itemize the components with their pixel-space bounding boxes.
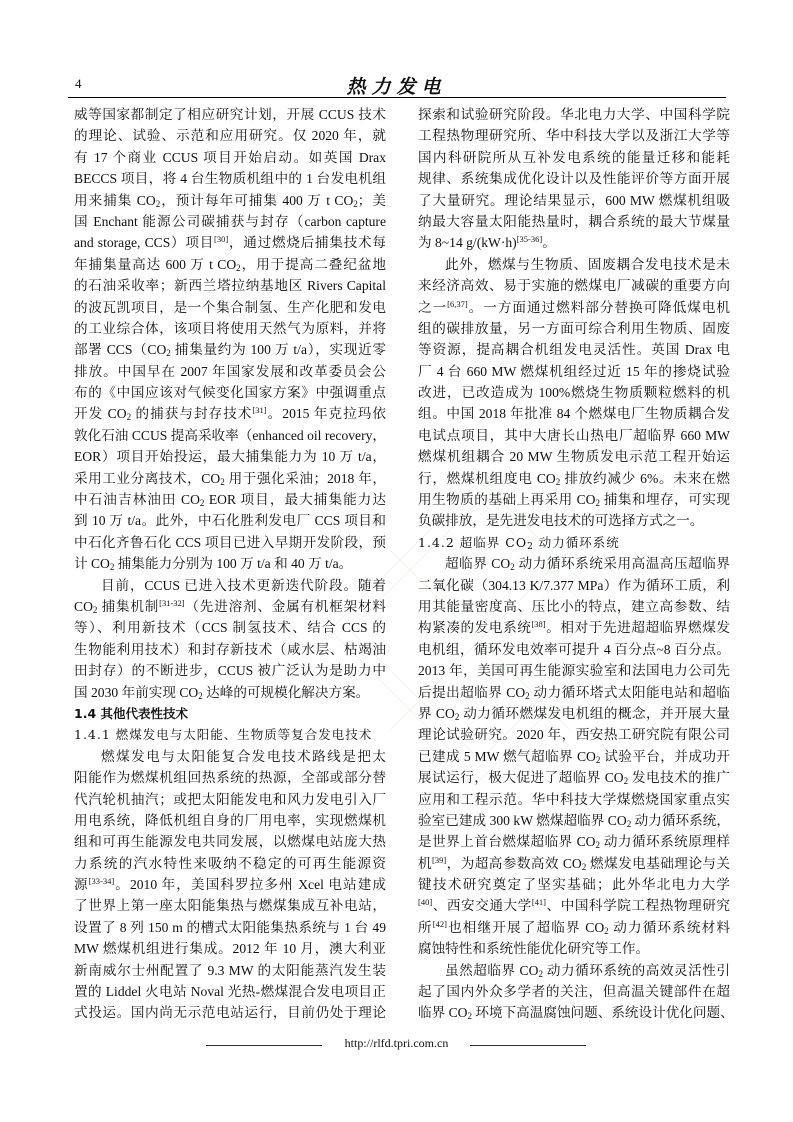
- text-run: （先进溶剂、金属有机框架材料: [184, 598, 387, 614]
- text-run: 此外，燃煤与生物质、固废耦合发电技术是未: [445, 256, 730, 272]
- subsection-heading: [418, 532, 730, 553]
- paragraph-line: [418, 682, 730, 703]
- text-run: 二氧化碳（304.13 K/7.377 MPa）作为循环工质，利: [418, 577, 730, 593]
- paragraph-line: [418, 724, 730, 745]
- text-run: 国 Enchant 能源公司碳捕获与封存（carbon capture: [74, 213, 386, 229]
- paragraph-line: [418, 190, 730, 211]
- text-run: 国内科研院所从互补发电系统的能量迁移和能耗: [418, 149, 730, 165]
- text-run: EOR）项目开始投运，最大捕集能力为 10 万 t/a，: [74, 449, 386, 465]
- subsection-heading: [74, 724, 386, 745]
- paragraph-line: [74, 275, 386, 296]
- text-run: 用其能量密度高、压比小的特点，建立高参数、结: [418, 598, 730, 614]
- text-run: 动力循环系统采用高温高压超临界: [514, 556, 730, 572]
- citation-ref: [42]: [432, 918, 447, 929]
- text-run: 行，燃煤机组度电 CO: [418, 470, 556, 486]
- paragraph-line: [74, 104, 386, 125]
- subscript: 2: [527, 541, 534, 552]
- paragraph-line: [418, 425, 730, 446]
- text-run: 厂 4 台 660 MW 燃煤机组经过近 15 年的掺烧试验: [418, 363, 730, 379]
- paragraph-line: [418, 874, 730, 895]
- subscript: 2: [604, 925, 609, 936]
- text-run: 组。中国 2018 年批准 84 个燃煤电厂生物质耦合发: [418, 406, 730, 422]
- paragraph-line: [74, 981, 386, 1002]
- right-column: [418, 104, 734, 1024]
- citation-ref: [31]: [252, 405, 267, 416]
- paragraph-line: [418, 767, 730, 788]
- paragraph-line: [74, 382, 386, 403]
- subscript: 2: [467, 1011, 472, 1022]
- text-run: 为 8~14 g/(kW·h): [418, 235, 517, 251]
- text-run: 等）、利用新技术（CCS 制氢技术、结合 CCS 的: [74, 620, 386, 636]
- text-run: 的工业综合体，该项目将使用天然气为原料，并将: [74, 320, 386, 336]
- text-run: 的捕获与封存技术: [131, 406, 253, 422]
- text-run: 用于强化采油；2018 年，: [224, 470, 386, 486]
- paragraph-line: [74, 468, 386, 489]
- text-run: 环境下高温腐蚀问题、系统设计优化问题、: [471, 1005, 734, 1021]
- text-run: 已建成 5 MW 燃气超临界 CO: [418, 748, 596, 764]
- text-run: 腐蚀特性和系统性能优化研究等工作。: [418, 941, 650, 957]
- paragraph-line: [418, 125, 730, 146]
- paragraph-line: [418, 339, 730, 360]
- text-run: 组和可再生能源发电共同发展，以燃煤电站庞大热: [74, 834, 386, 850]
- text-run: 发电技术的推广: [628, 770, 730, 786]
- paragraph-line: [418, 575, 730, 596]
- text-run: 了大量研究。理论结果显示，600 MW 燃煤机组吸: [418, 192, 730, 208]
- text-run: 。一方面通过燃料部分替换可降低煤电机: [467, 299, 731, 315]
- citation-ref: [41]: [531, 897, 546, 908]
- text-run: 工程热物理研究所、华中科技大学以及浙江大学等: [418, 128, 730, 144]
- subscript: 2: [109, 562, 115, 573]
- text-run: 田封存）的不断进步，CCUS 被广泛认为是助力中: [74, 663, 386, 679]
- subscript: 2: [236, 262, 241, 273]
- paragraph-line: [74, 789, 386, 810]
- citation-ref: [39]: [432, 854, 447, 865]
- subscript: 2: [525, 690, 530, 701]
- text-run: 部署 CCS（CO: [74, 342, 167, 358]
- paragraph-line: [74, 254, 386, 275]
- paragraph-line: [418, 318, 730, 339]
- paragraph-line: [418, 297, 730, 318]
- text-run: 等资源，提高耦合机组发电灵活性。英国 Drax 电: [418, 342, 730, 358]
- paragraph-line: [74, 318, 386, 339]
- paragraph-line: [418, 960, 730, 981]
- text-run: 验室已建成 300 kW 燃煤超临界 CO: [418, 812, 627, 828]
- text-run: 用电系统，降低机组自身的厂用电率，实现燃煤机: [74, 812, 386, 828]
- text-run: 所: [418, 919, 433, 935]
- paragraph-line: [418, 617, 730, 638]
- paragraph-line: [418, 211, 730, 232]
- paragraph-line: [418, 746, 730, 767]
- text-run: 改进，已改造成为 100%燃烧生物质颗粒燃料的机: [418, 385, 730, 401]
- text-run: 动力循环系统的高效灵活性引: [542, 962, 730, 978]
- paragraph-line: [74, 917, 386, 938]
- paragraph-line: [74, 403, 386, 424]
- paragraph-line: [74, 125, 386, 146]
- text-run: 1.4.1 燃煤发电与太阳能、生物质等复合发电技术: [74, 727, 373, 743]
- paragraph-line: [418, 403, 730, 424]
- paragraph-line: [418, 853, 730, 874]
- subscript: 2: [538, 968, 543, 979]
- footer-url[interactable]: http://rlfd.tpri.com.cn: [344, 1036, 449, 1050]
- text-run: 生物能利用技术）和封存新技术（咸水层、枯竭油: [74, 641, 386, 657]
- paragraph-line: [418, 789, 730, 810]
- subscript: 2: [581, 861, 587, 872]
- text-run: ，为超高参数高效 CO: [446, 855, 582, 871]
- text-run: 动力循环系统，: [631, 812, 730, 828]
- text-run: 、中国科学院工程热物理研究: [546, 898, 731, 914]
- text-run: 来经济高效、易于实施的燃煤电厂减碳的重要方向: [418, 278, 730, 294]
- text-run: 理论试验研究。2020 年，西安热工研究院有限公司: [418, 727, 730, 743]
- paragraph-line: [418, 831, 730, 852]
- subscript: 2: [595, 754, 601, 765]
- paragraph-line: [74, 1002, 386, 1023]
- citation-ref: [35-36]: [516, 234, 543, 245]
- subscript: 2: [595, 498, 600, 509]
- paragraph-line: [74, 553, 386, 574]
- text-run: 1.4 其他代表性技术: [74, 705, 188, 721]
- text-run: 敦化石油 CCUS 提高采收率（enhanced oil recovery，: [74, 427, 386, 443]
- paragraph-line: [418, 510, 730, 531]
- text-run: 负碳排放，是先进发电技术的可选择方式之一。: [418, 513, 704, 529]
- citation-ref: [38]: [531, 619, 546, 630]
- subscript: 2: [454, 711, 460, 722]
- text-run: ，用于提高二叠纪盆地: [240, 256, 386, 272]
- text-run: 的波瓦凯项目，是一个集合制氢、生产化肥和发电: [74, 299, 386, 315]
- paragraph-line: [418, 917, 730, 938]
- section-heading: [74, 703, 386, 724]
- text-run: 电机组，循环发电效率可提升 4 百分点~8 百分点。: [418, 641, 730, 657]
- paragraph-line: [74, 532, 386, 553]
- text-run: 威等国家都制定了相应研究计划，开展 CCUS 技术: [74, 107, 386, 122]
- text-run: 设置了 8 列 150 m 的槽式太阳能集热系统与 1 台 49: [74, 919, 386, 935]
- paragraph-line: [418, 810, 730, 831]
- text-run: 国 2030 年前实现 CO: [74, 684, 199, 700]
- text-run: 计 CO: [74, 556, 110, 572]
- text-run: 规律、系统集成优化设计以及性能评价等方面开展: [418, 171, 730, 187]
- text-run: 1.4.2 超临界 CO: [418, 534, 528, 550]
- paragraph-line: [74, 575, 386, 596]
- paragraph-line: [418, 254, 730, 275]
- paragraph-line: [418, 660, 730, 681]
- subscript: 2: [126, 412, 132, 423]
- subscript: 2: [623, 776, 629, 787]
- text-run: 试验平台，并成功开: [600, 748, 730, 764]
- text-run: 键技术研究奠定了坚实基础；此外华北电力大学: [418, 877, 730, 893]
- citation-ref: [33-34]: [88, 876, 115, 887]
- subscript: 2: [595, 840, 600, 851]
- text-run: 年捕集量高达 600 万 t CO: [74, 256, 237, 272]
- text-run: ，预计每年可捕集 400 万 t CO: [160, 192, 354, 208]
- text-run: ，通过燃烧后捕集技术每: [228, 235, 386, 251]
- paragraph-line: [418, 275, 730, 296]
- text-run: 新南威尔士州配置了 9.3 MW 的太阳能蒸汽发生装: [74, 962, 386, 978]
- text-run: 界 CO: [418, 705, 455, 721]
- text-run: 后提出超临界 CO: [418, 684, 526, 700]
- text-run: 、西安交通大学: [432, 898, 532, 914]
- text-run: 是世界上首台燃煤超临界 CO: [418, 834, 596, 850]
- page-number: 4: [75, 76, 82, 91]
- text-run: 采用工业分离技术，CO: [74, 470, 221, 486]
- text-run: 捕集机制: [97, 598, 160, 614]
- subscript: 2: [353, 198, 358, 209]
- text-run: 式投运。国内尚无示范电站运行，目前仍处于理论: [74, 1005, 386, 1021]
- paragraph-line: [74, 874, 386, 895]
- paragraph-line: [418, 703, 730, 724]
- text-run: 应用和工程示范。华中科技大学煤燃烧国家重点实: [418, 791, 730, 807]
- paragraph-line: [74, 746, 386, 767]
- paragraph-line: [418, 596, 730, 617]
- paragraph-line: [74, 361, 386, 382]
- subscript: 2: [555, 476, 561, 487]
- text-run: 展试运行，极大促进了超临界 CO: [418, 770, 624, 786]
- text-run: 排放约减少 6%。未来在燃: [560, 470, 730, 486]
- text-run: 布的《中国应该对气候变化国家方案》中强调重点: [74, 385, 386, 401]
- paragraph-line: [418, 168, 730, 189]
- text-run: 源: [74, 877, 89, 893]
- left-column: [74, 104, 386, 1024]
- text-run: 起了国内外众多学者的关注，但高温关键部件在超: [418, 984, 730, 1000]
- text-run: 组的碳排放量，另一方面可综合利用生物质、固废: [418, 320, 730, 336]
- subscript: 2: [155, 198, 161, 209]
- text-run: 燃煤机组耦合 20 MW 生物质发电示范工程开始运: [418, 449, 730, 465]
- paragraph-line: [418, 232, 730, 253]
- subscript: 2: [92, 604, 98, 615]
- text-run: 中石化齐鲁石化 CCS 项目已进入早期开发阶段，预: [74, 534, 386, 550]
- text-run: 用来捕集 CO: [74, 192, 156, 208]
- paragraph-line: [74, 147, 386, 168]
- text-run: 捕集和埋存，可实现: [599, 492, 730, 508]
- paragraph-line: [74, 489, 386, 510]
- paragraph-line: [418, 1002, 734, 1023]
- paragraph-line: [74, 960, 386, 981]
- paragraph-line: [74, 168, 386, 189]
- paragraph-line: [418, 553, 730, 574]
- paragraph-line: [74, 446, 386, 467]
- citation-ref: [40]: [418, 897, 433, 908]
- text-run: 捕集量约为 100 万 t/a），实现近零: [170, 342, 386, 358]
- text-run: 燃煤发电基础理论与关: [586, 855, 730, 871]
- text-run: 。: [542, 235, 556, 251]
- text-run: 2013 年，美国可再生能源实验室和法国电力公司先: [418, 663, 730, 679]
- text-run: 中石油吉林油田 CO: [74, 492, 200, 508]
- text-run: 置的 Liddel 火电站 Noval 光热-燃煤混合发电项目正: [74, 984, 386, 1000]
- text-run: 阳能作为燃煤机组回热系统的热源，全部或部分替: [74, 770, 386, 786]
- text-run: 代汽轮机抽汽；或把太阳能发电和风力发电引入厂: [74, 791, 386, 807]
- text-run: 纳最大容量太阳能热量时，耦合系统的最大节煤量: [418, 213, 730, 229]
- subscript: 2: [626, 818, 632, 829]
- paragraph-line: [74, 596, 386, 617]
- text-run: 超临界 CO: [445, 556, 511, 572]
- text-run: 捕集能力分别为 100 万 t/a 和 40 万 t/a。: [114, 556, 353, 572]
- text-run: 探索和试验研究阶段。华北电力大学、中国科学院: [418, 107, 730, 122]
- text-run: CO: [74, 598, 93, 614]
- paragraph-line: [418, 382, 730, 403]
- citation-ref: [30]: [214, 234, 229, 245]
- citation-ref: [31-32]: [159, 597, 185, 608]
- header-rule: [68, 97, 726, 98]
- paragraph-line: [74, 190, 386, 211]
- text-run: 动力循环塔式太阳能电站和超临: [529, 684, 730, 700]
- text-run: 有 17 个商业 CCUS 项目开始启动。如英国 Drax: [74, 149, 386, 165]
- paragraph-line: [74, 617, 386, 638]
- text-run: 燃煤发电与太阳能复合发电技术路线是把太: [101, 748, 386, 764]
- text-run: 动力循环系统材料: [608, 919, 730, 935]
- text-run: BECCS 项目，将 4 台生物质机组中的 1 台发电机组: [74, 171, 386, 187]
- text-run: 构紧凑的发电系统: [418, 620, 532, 636]
- paragraph-line: [74, 938, 386, 959]
- paragraph-line: [74, 810, 386, 831]
- text-run: 。2010 年，美国科罗拉多州 Xcel 电站建成: [114, 877, 387, 893]
- paragraph-line: [418, 446, 730, 467]
- text-run: 虽然超临界 CO: [445, 962, 539, 978]
- paragraph-line: [74, 660, 386, 681]
- paragraph-line: [418, 639, 730, 660]
- text-run: 机: [418, 855, 433, 871]
- paragraph-line: [74, 853, 386, 874]
- text-run: 临界 CO: [418, 1005, 468, 1021]
- paragraph-line: [418, 489, 730, 510]
- text-run: and storage, CCS）项目: [74, 235, 215, 251]
- paragraph-line: [418, 361, 730, 382]
- text-run: 也相继开展了超临界 CO: [446, 919, 605, 935]
- paragraph-line: [418, 981, 730, 1002]
- paragraph-line: [74, 297, 386, 318]
- paragraph-line: [74, 232, 386, 253]
- text-run: MW 燃煤机组进行集成。2012 年 10 月，澳大利亚: [74, 941, 386, 957]
- text-run: 。2015 年克拉玛依: [266, 406, 386, 422]
- text-run: 动力循环燃煤发电机组的概念，并开展大量: [459, 705, 730, 721]
- paragraph-line: [74, 211, 386, 232]
- paragraph-line: [74, 831, 386, 852]
- citation-ref: [6,37]: [447, 298, 468, 309]
- paragraph-line: [74, 682, 386, 703]
- paragraph-line: [74, 895, 386, 916]
- subscript: 2: [166, 348, 171, 359]
- paragraph-line: [418, 468, 730, 489]
- subscript: 2: [198, 690, 203, 701]
- subscript: 2: [199, 498, 205, 509]
- text-run: ；美: [357, 192, 386, 208]
- text-run: 力系统的汽水特性来吸纳不稳定的可再生能源资: [74, 855, 386, 871]
- paragraph-line: [418, 104, 730, 125]
- text-run: 电试点项目，其中大唐长山热电厂超临界 660 MW: [418, 427, 730, 443]
- text-run: 的理论、试验、示范和应用研究。仅 2020 年，就: [74, 128, 386, 144]
- journal-title: 热力发电: [346, 76, 447, 98]
- paragraph-line: [418, 895, 730, 916]
- paragraph-line: [74, 339, 386, 360]
- text-run: 之一: [418, 299, 448, 315]
- paragraph-line: [74, 767, 386, 788]
- text-run: 开发 CO: [74, 406, 127, 422]
- paragraph-line: [74, 425, 386, 446]
- text-run: 排放。中国早在 2007 年国家发展和改革委员会公: [74, 363, 386, 379]
- text-run: 用生物质的基础上再采用 CO: [418, 492, 596, 508]
- text-run: 的石油采收率；新西兰塔拉纳基地区 Rivers Capital: [74, 278, 386, 294]
- subscript: 2: [510, 562, 515, 573]
- paragraph-line: [418, 147, 730, 168]
- text-run: EOR 项目，最大捕集能力达: [204, 492, 386, 508]
- paragraph-line: [418, 938, 730, 959]
- text-run: 达峰的可规模化解决方案。: [202, 684, 370, 700]
- text-run: 动力循环系统原理样: [599, 834, 730, 850]
- paragraph-line: [74, 510, 386, 531]
- paragraph-line: [74, 639, 386, 660]
- text-run: 到 10 万 t/a。此外，中石化胜利发电厂 CCS 项目和: [74, 513, 386, 529]
- text-run: 动力循环系统: [533, 534, 620, 550]
- text-run: 。相对于先进超超临界燃煤发: [545, 620, 731, 636]
- text-run: 目前，CCUS 已进入技术更新迭代阶段。随着: [101, 577, 386, 593]
- subscript: 2: [220, 476, 225, 487]
- text-run: 了世界上第一座太阳能集热与燃煤集成互补电站，: [74, 898, 386, 914]
